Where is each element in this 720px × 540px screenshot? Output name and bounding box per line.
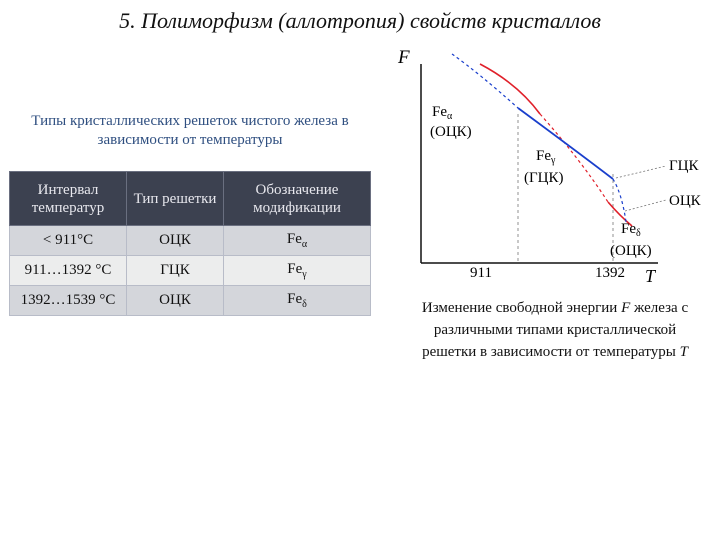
table-header-row — [10, 172, 371, 226]
label-fe-gamma: $Fe_\gamma$ — [536, 148, 556, 166]
label-fe-gamma-lattice: (ГЦК) — [524, 170, 564, 186]
slide-title: 5. Полиморфизм (аллотропия) свойств кристаллов — [119, 8, 601, 33]
y-axis-label: F — [398, 47, 410, 68]
header-interval: Интервал температур — [10, 172, 127, 226]
cell-modification: $Fe_\delta$ — [224, 286, 371, 316]
legend-gck: ГЦК — [669, 158, 699, 174]
legend-ock-leader — [625, 200, 666, 211]
cell-interval: 911…1392 °С — [10, 256, 127, 286]
table-row — [10, 286, 371, 316]
tick-911: 911 — [470, 265, 492, 281]
lattice-table — [9, 171, 371, 316]
label-fe-alpha: $Fe_\alpha$ — [432, 104, 453, 122]
tick-1392: 1392 — [595, 265, 625, 281]
legend-gck-leader — [616, 166, 666, 178]
table-caption: Типы кристаллических решеток чистого железа в зависимости от температуры — [31, 113, 349, 148]
header-type: Тип решетки — [127, 172, 224, 226]
label-fe-delta: $Fe_\delta$ — [621, 221, 641, 239]
free-energy-graph — [400, 44, 710, 294]
header-modification: Обозначение модификации — [224, 172, 371, 226]
table-row — [10, 256, 371, 286]
label-fe-delta-lattice: (ОЦК) — [610, 243, 652, 259]
cell-interval: < 911°С — [10, 226, 127, 256]
cell-type: ОЦК — [127, 286, 224, 316]
label-fe-alpha-lattice: (ОЦК) — [430, 124, 472, 140]
cell-modification: $Fe_\gamma$ — [224, 256, 371, 286]
cell-type: ОЦК — [127, 226, 224, 256]
graph-caption: Изменение свободной энергии F железа с различными типами кристаллической решетки в зависимости от температуры T — [421, 300, 689, 360]
x-axis-label: T — [645, 266, 656, 286]
cell-interval: 1392…1539 °С — [10, 286, 127, 316]
cell-type: ГЦК — [127, 256, 224, 286]
legend-ock: ОЦК — [669, 193, 701, 209]
cell-modification: $Fe_\alpha$ — [224, 226, 371, 256]
ock-curve-stable-alpha — [480, 64, 540, 114]
table-row — [10, 226, 371, 256]
gck-curve-stable-gamma — [518, 108, 613, 179]
